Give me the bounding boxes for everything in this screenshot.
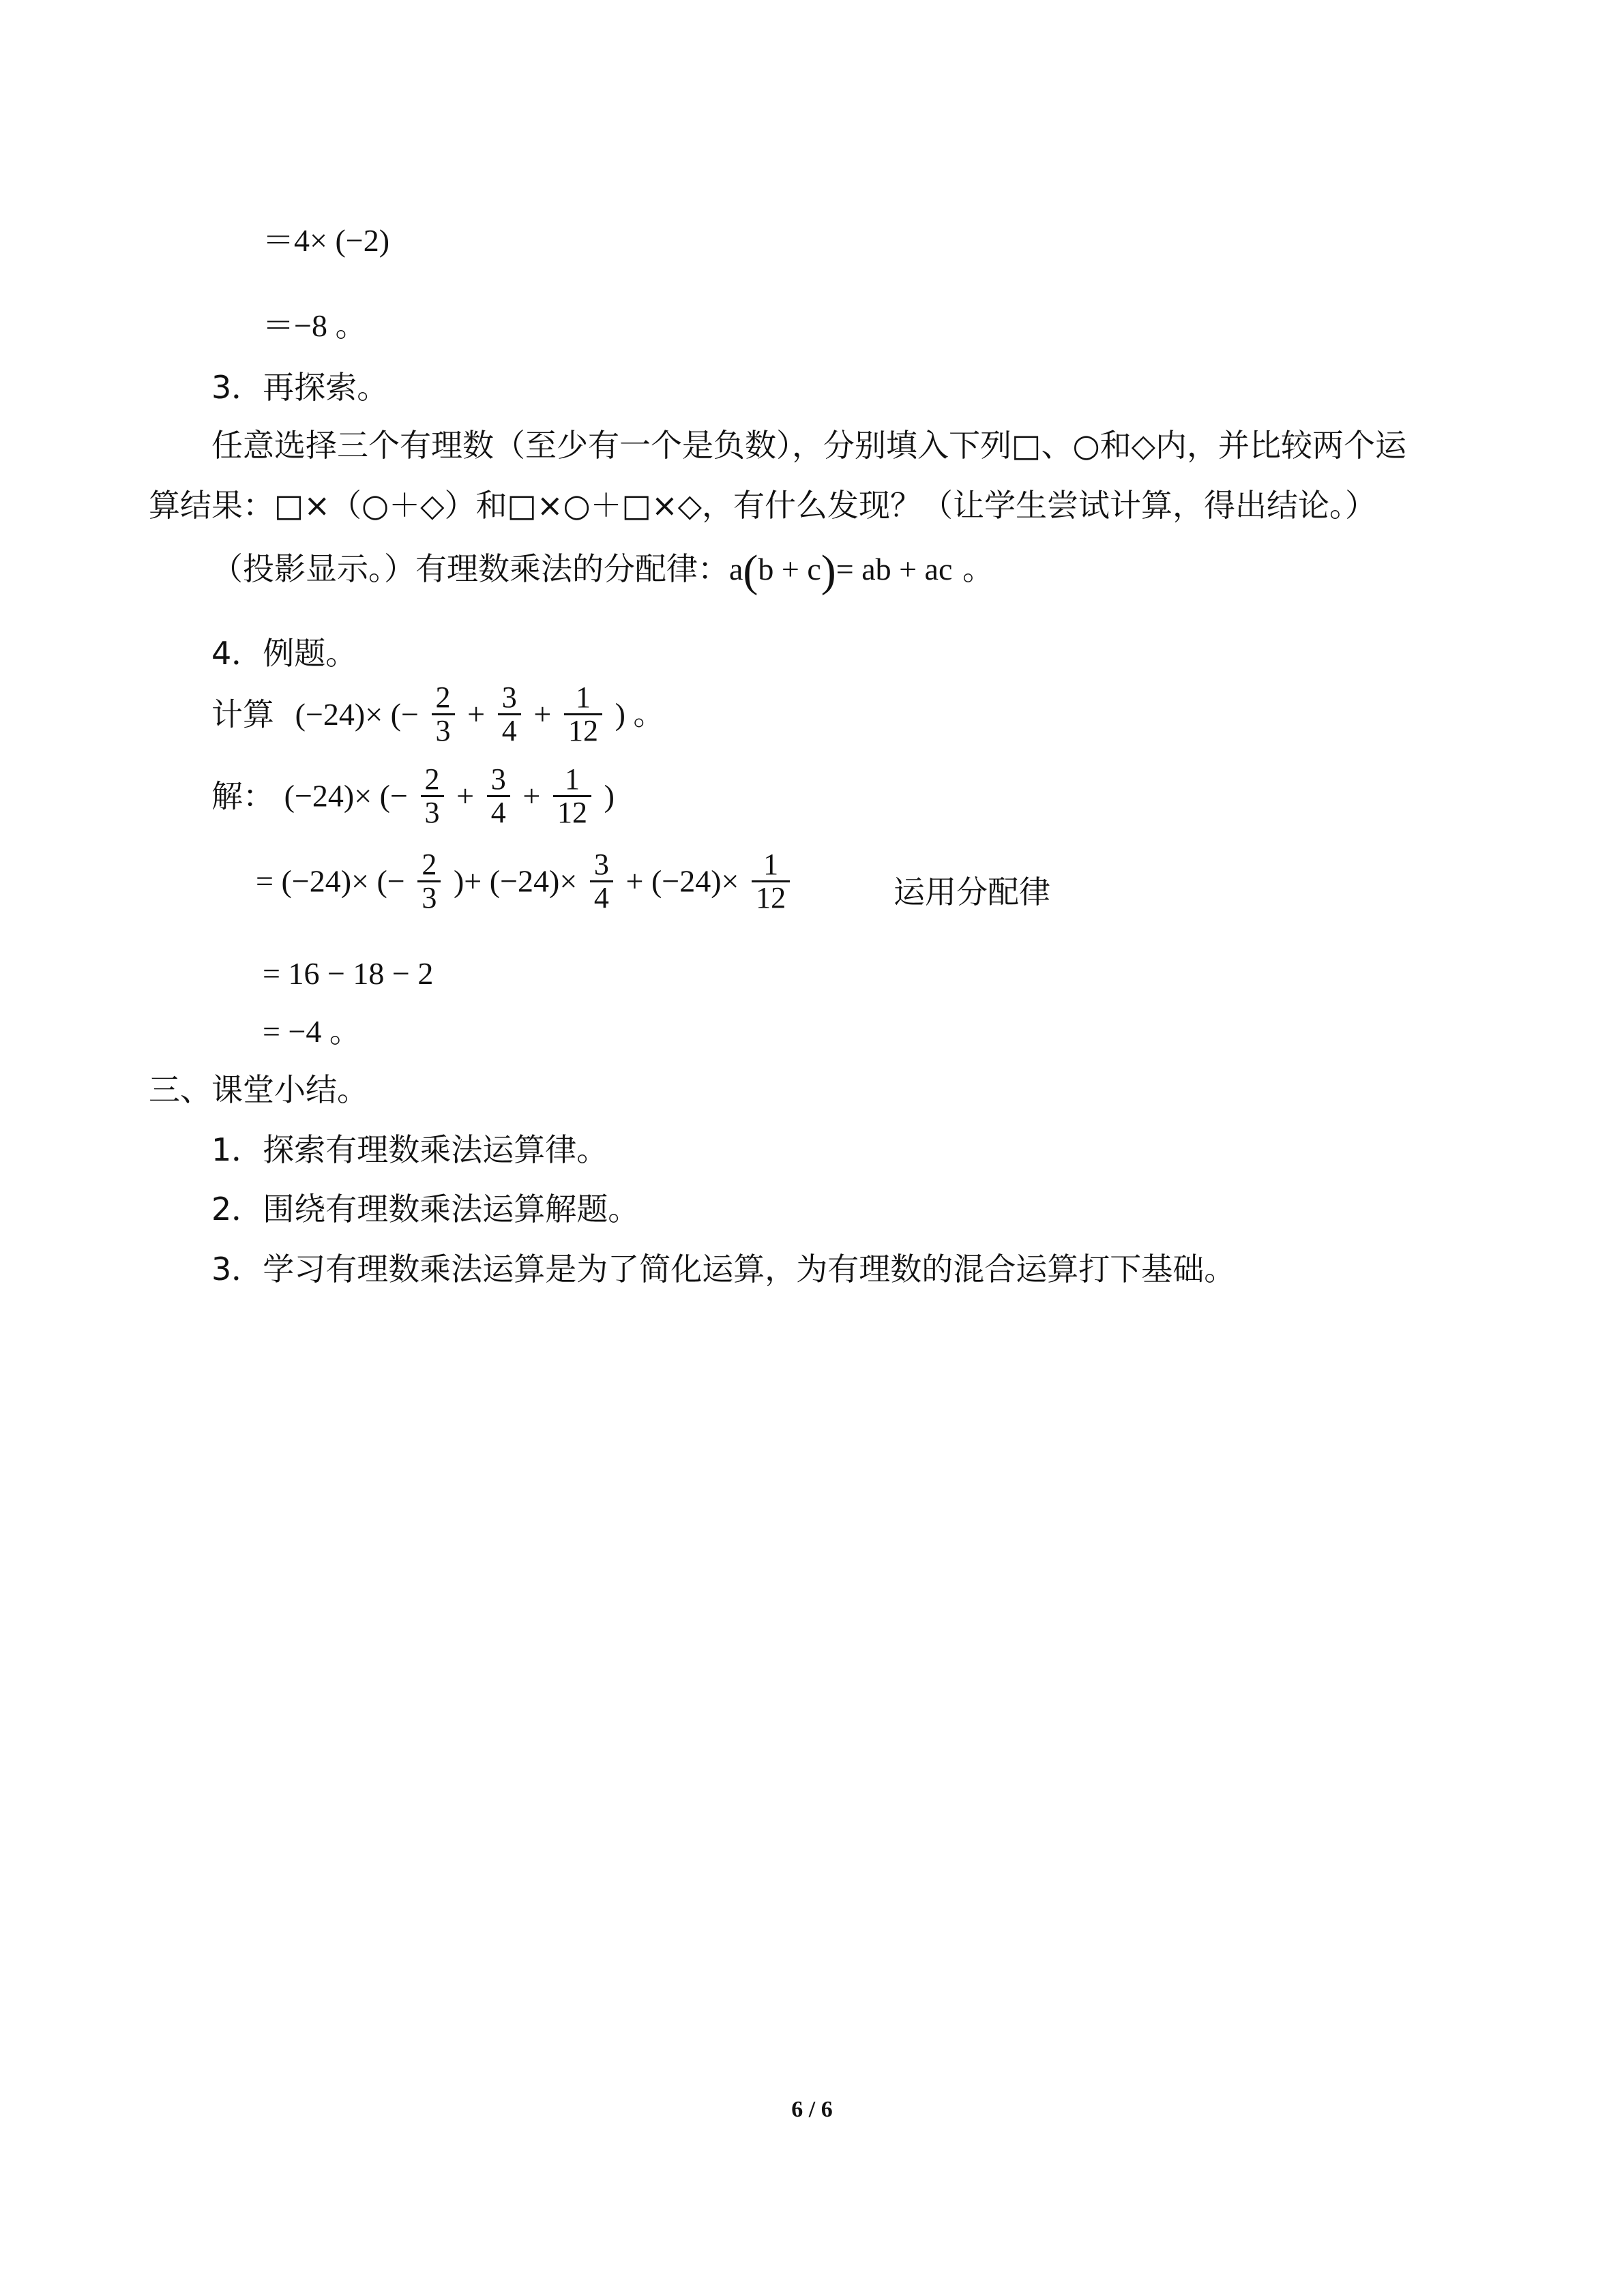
plus-sign: +	[456, 778, 475, 814]
page-number: 6 / 6	[791, 2097, 833, 2122]
formula-rest: = ab + ac	[836, 552, 953, 586]
fraction	[417, 849, 441, 914]
distributive-step	[256, 849, 793, 914]
numerator: 2	[432, 682, 455, 715]
denominator: 4	[593, 881, 609, 915]
solution-label: 解：	[211, 777, 274, 815]
paragraph: 任意选择三个有理数（至少有一个是负数），分别填入下列□、○和◇内，并比较两个运	[211, 427, 1406, 464]
fraction	[487, 764, 510, 829]
numerator: 3	[590, 849, 613, 882]
expr-end: ) 。	[615, 696, 665, 732]
equation-line: = 16 − 18 − 2	[263, 956, 434, 991]
fraction	[498, 682, 521, 747]
numerator: 3	[487, 764, 510, 797]
step-note: 运用分配律	[894, 874, 1050, 910]
equation-line: = −4 。	[263, 1014, 361, 1049]
solution-line	[211, 764, 615, 829]
denominator: 12	[567, 714, 598, 748]
plus-sign: +	[467, 696, 486, 732]
section-heading: 三、课堂小结。	[149, 1071, 368, 1108]
denominator: 3	[422, 881, 437, 915]
fraction	[752, 849, 790, 914]
expr-end: )	[604, 778, 615, 814]
summary-item: 2．围绕有理数乘法运算解题。	[211, 1191, 640, 1227]
fraction	[564, 682, 602, 747]
paragraph-text: （投影显示。）有理数乘法的分配律：	[211, 550, 729, 587]
expr-part: )+ (−24)×	[453, 863, 578, 899]
formula-inner: b + c	[758, 552, 821, 586]
denominator: 12	[557, 796, 587, 830]
fraction	[553, 764, 591, 829]
numerator: 1	[752, 849, 790, 882]
summary-item: 3．学习有理数乘法运算是为了简化运算，为有理数的混合运算打下基础。	[211, 1251, 1236, 1287]
denominator: 12	[756, 881, 786, 915]
denominator: 4	[490, 796, 506, 830]
expr-part: + (−24)×	[625, 863, 739, 899]
equation-line: ＝4× (−2)	[263, 223, 390, 258]
denominator: 3	[435, 714, 451, 748]
period: 。	[952, 550, 994, 587]
paren-open: (	[743, 546, 758, 596]
summary-item: 1．探索有理数乘法运算律。	[211, 1131, 608, 1168]
equation-line: ＝−8 。	[263, 308, 367, 343]
plus-sign: +	[522, 778, 541, 814]
numerator: 2	[417, 849, 441, 882]
numerator: 1	[553, 764, 591, 797]
calc-label: 计算	[211, 696, 274, 733]
formula-a: a	[729, 552, 743, 586]
expr-start: (−24)× (−	[295, 696, 419, 732]
calc-line	[211, 682, 664, 747]
paragraph: 算结果：□×（○＋◇）和□×○＋□×◇，有什么发现？（让学生尝试计算，得出结论。）	[149, 487, 1377, 524]
heading-3: 3．再探索。	[211, 369, 389, 406]
fraction	[432, 682, 455, 747]
fraction	[590, 849, 613, 914]
plus-sign: +	[533, 696, 552, 732]
denominator: 4	[501, 714, 517, 748]
paren-close: )	[821, 546, 836, 596]
numerator: 3	[498, 682, 521, 715]
heading-4: 4．例题。	[211, 635, 357, 672]
fraction	[421, 764, 444, 829]
expr-start: (−24)× (−	[284, 778, 408, 814]
numerator: 2	[421, 764, 444, 797]
denominator: 3	[424, 796, 440, 830]
numerator: 1	[564, 682, 602, 715]
distributive-law-line	[211, 546, 994, 596]
expr-part: = (−24)× (−	[256, 863, 405, 899]
